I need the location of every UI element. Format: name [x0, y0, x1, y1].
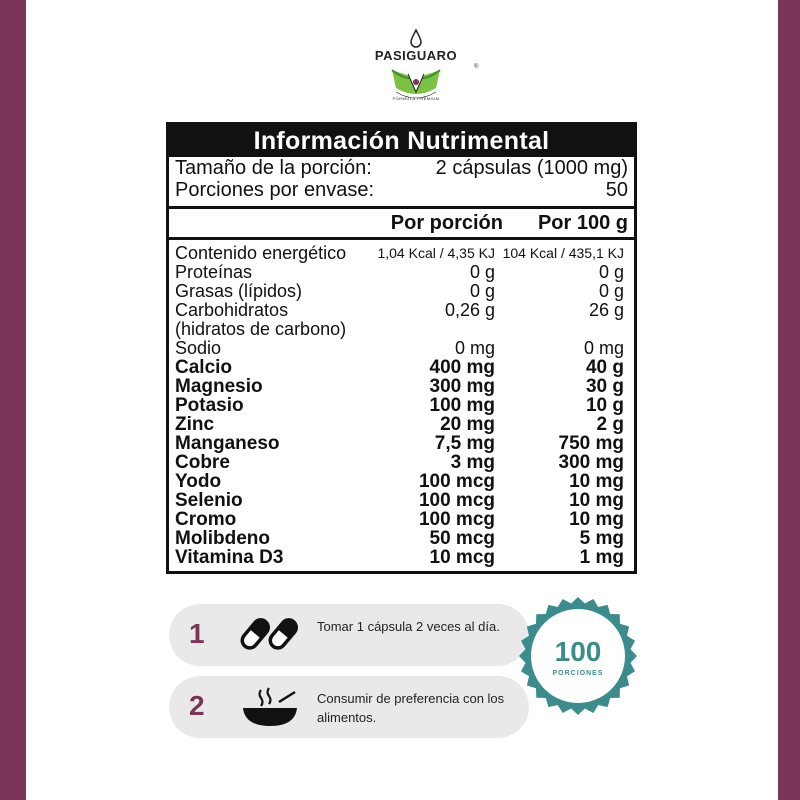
nutrient-row: [175, 320, 628, 339]
col-per-100g: Por 100 g: [537, 212, 628, 234]
nutrient-name: Proteínas: [175, 262, 253, 282]
per-100g-value: 104 Kcal / 435,1 KJ: [502, 245, 624, 261]
nutrient-row: [175, 377, 628, 396]
per-serving-value: 300 mg: [429, 376, 495, 397]
per-100g-value: 10 mg: [569, 471, 624, 492]
per-serving-value: 400 mg: [429, 357, 495, 378]
nutrient-name: Potasio: [175, 395, 244, 416]
brand-tagline: FÓRMULA PREMIUM: [392, 96, 440, 101]
instruction-text: Consumir de preferencia con los alimentos.: [317, 691, 505, 725]
nutrient-row: [175, 491, 628, 510]
nutrient-row: [175, 301, 628, 320]
per-serving-value: 100 mg: [429, 395, 495, 416]
per-serving-value: [371, 320, 495, 339]
nutrient-row: [175, 453, 628, 472]
nutrient-name: Yodo: [175, 471, 222, 492]
serving-size-value: 2 cápsulas (1000 mg): [435, 157, 628, 179]
nutrition-facts-table: [166, 122, 637, 574]
per-100g-value: 300 mg: [558, 452, 624, 473]
nutrient-name: Calcio: [175, 357, 233, 378]
per-serving-value: 100 mcg: [418, 490, 495, 511]
col-per-serving: Por porción: [390, 212, 503, 234]
nutrient-row: [175, 510, 628, 529]
product-panel: [26, 0, 778, 800]
per-serving-value: 0,26 g: [444, 300, 495, 320]
instruction-item: [169, 604, 529, 666]
nutrition-title: Información Nutrimental: [169, 125, 634, 157]
nutrient-row: [175, 472, 628, 491]
nutrient-row: [175, 358, 628, 377]
nutrient-name: Vitamina D3: [175, 547, 284, 568]
servings-label: Porciones por envase:: [175, 179, 375, 201]
nutrient-name: Sodio: [175, 338, 222, 358]
per-serving-value: 20 mg: [440, 414, 495, 435]
nutrient-row: [175, 339, 628, 358]
per-100g-value: 10 mg: [569, 509, 624, 530]
per-serving-value: 0 mg: [454, 338, 495, 358]
serving-size-label: Tamaño de la porción:: [175, 157, 372, 179]
badge-label: PORCIONES: [552, 670, 604, 677]
per-serving-value: 3 mg: [450, 452, 495, 473]
per-100g-value: 5 mg: [579, 528, 624, 549]
nutrient-row: [175, 282, 628, 301]
step-number: 1: [189, 618, 205, 649]
per-serving-value: 1,04 Kcal / 4,35 KJ: [377, 245, 495, 261]
portions-badge: [518, 596, 638, 716]
per-serving-value: 7,5 mg: [434, 433, 495, 454]
nutrient-row: [175, 263, 628, 282]
per-serving-value: 100 mcg: [418, 471, 495, 492]
nutrient-row: [175, 415, 628, 434]
instruction-item: [169, 676, 529, 738]
brand-name: PASIGUARO: [374, 48, 458, 63]
nutrient-name: Contenido energético: [175, 243, 347, 263]
step-number: 2: [189, 690, 205, 721]
per-100g-value: 10 mg: [569, 490, 624, 511]
nutrient-name: Carbohidratos: [175, 300, 289, 320]
nutrient-name: Selenio: [175, 490, 243, 511]
nutrient-name: Molibdeno: [175, 528, 270, 549]
per-serving-value: 50 mcg: [429, 528, 495, 549]
per-100g-value: 0 mg: [583, 338, 624, 358]
nutrient-name: Cobre: [175, 452, 230, 473]
nutrient-row: [175, 434, 628, 453]
nutrient-name: Grasas (lípidos): [175, 281, 303, 301]
per-100g-value: [495, 320, 624, 339]
per-100g-value: 40 g: [585, 357, 624, 378]
nutrient-row: [175, 548, 628, 567]
per-100g-value: 750 mg: [558, 433, 624, 454]
nutrient-name: Zinc: [175, 414, 215, 435]
nutrient-name: Cromo: [175, 509, 237, 530]
per-100g-value: 0 g: [598, 281, 624, 301]
nutrient-row: [175, 244, 628, 263]
per-100g-value: 2 g: [596, 414, 624, 435]
registered-mark: ®: [474, 64, 479, 70]
per-100g-value: 0 g: [598, 262, 624, 282]
nutrient-rows: [169, 240, 634, 571]
instruction-text: Tomar 1 cápsula 2 veces al día.: [317, 619, 500, 634]
capsules-icon: [235, 614, 305, 656]
nutrient-row: [175, 396, 628, 415]
per-serving-value: 0 g: [469, 262, 495, 282]
serving-info: [169, 157, 634, 201]
servings-value: 50: [605, 179, 628, 201]
per-serving-value: 100 mcg: [418, 509, 495, 530]
per-100g-value: 10 g: [585, 395, 624, 416]
nutrient-row: [175, 529, 628, 548]
per-100g-value: 30 g: [585, 376, 624, 397]
nutrient-name: Magnesio: [175, 376, 263, 397]
brand-logo: [356, 26, 496, 106]
bowl-icon: [235, 686, 305, 728]
column-headers: [169, 206, 634, 240]
per-100g-value: 1 mg: [579, 547, 624, 568]
badge-number: 100: [554, 636, 602, 667]
nutrient-name: Manganeso: [175, 433, 280, 454]
per-serving-value: 0 g: [469, 281, 495, 301]
per-100g-value: 26 g: [588, 300, 624, 320]
nutrient-name: (hidratos de carbono): [175, 319, 347, 339]
per-serving-value: 10 mcg: [429, 547, 495, 568]
